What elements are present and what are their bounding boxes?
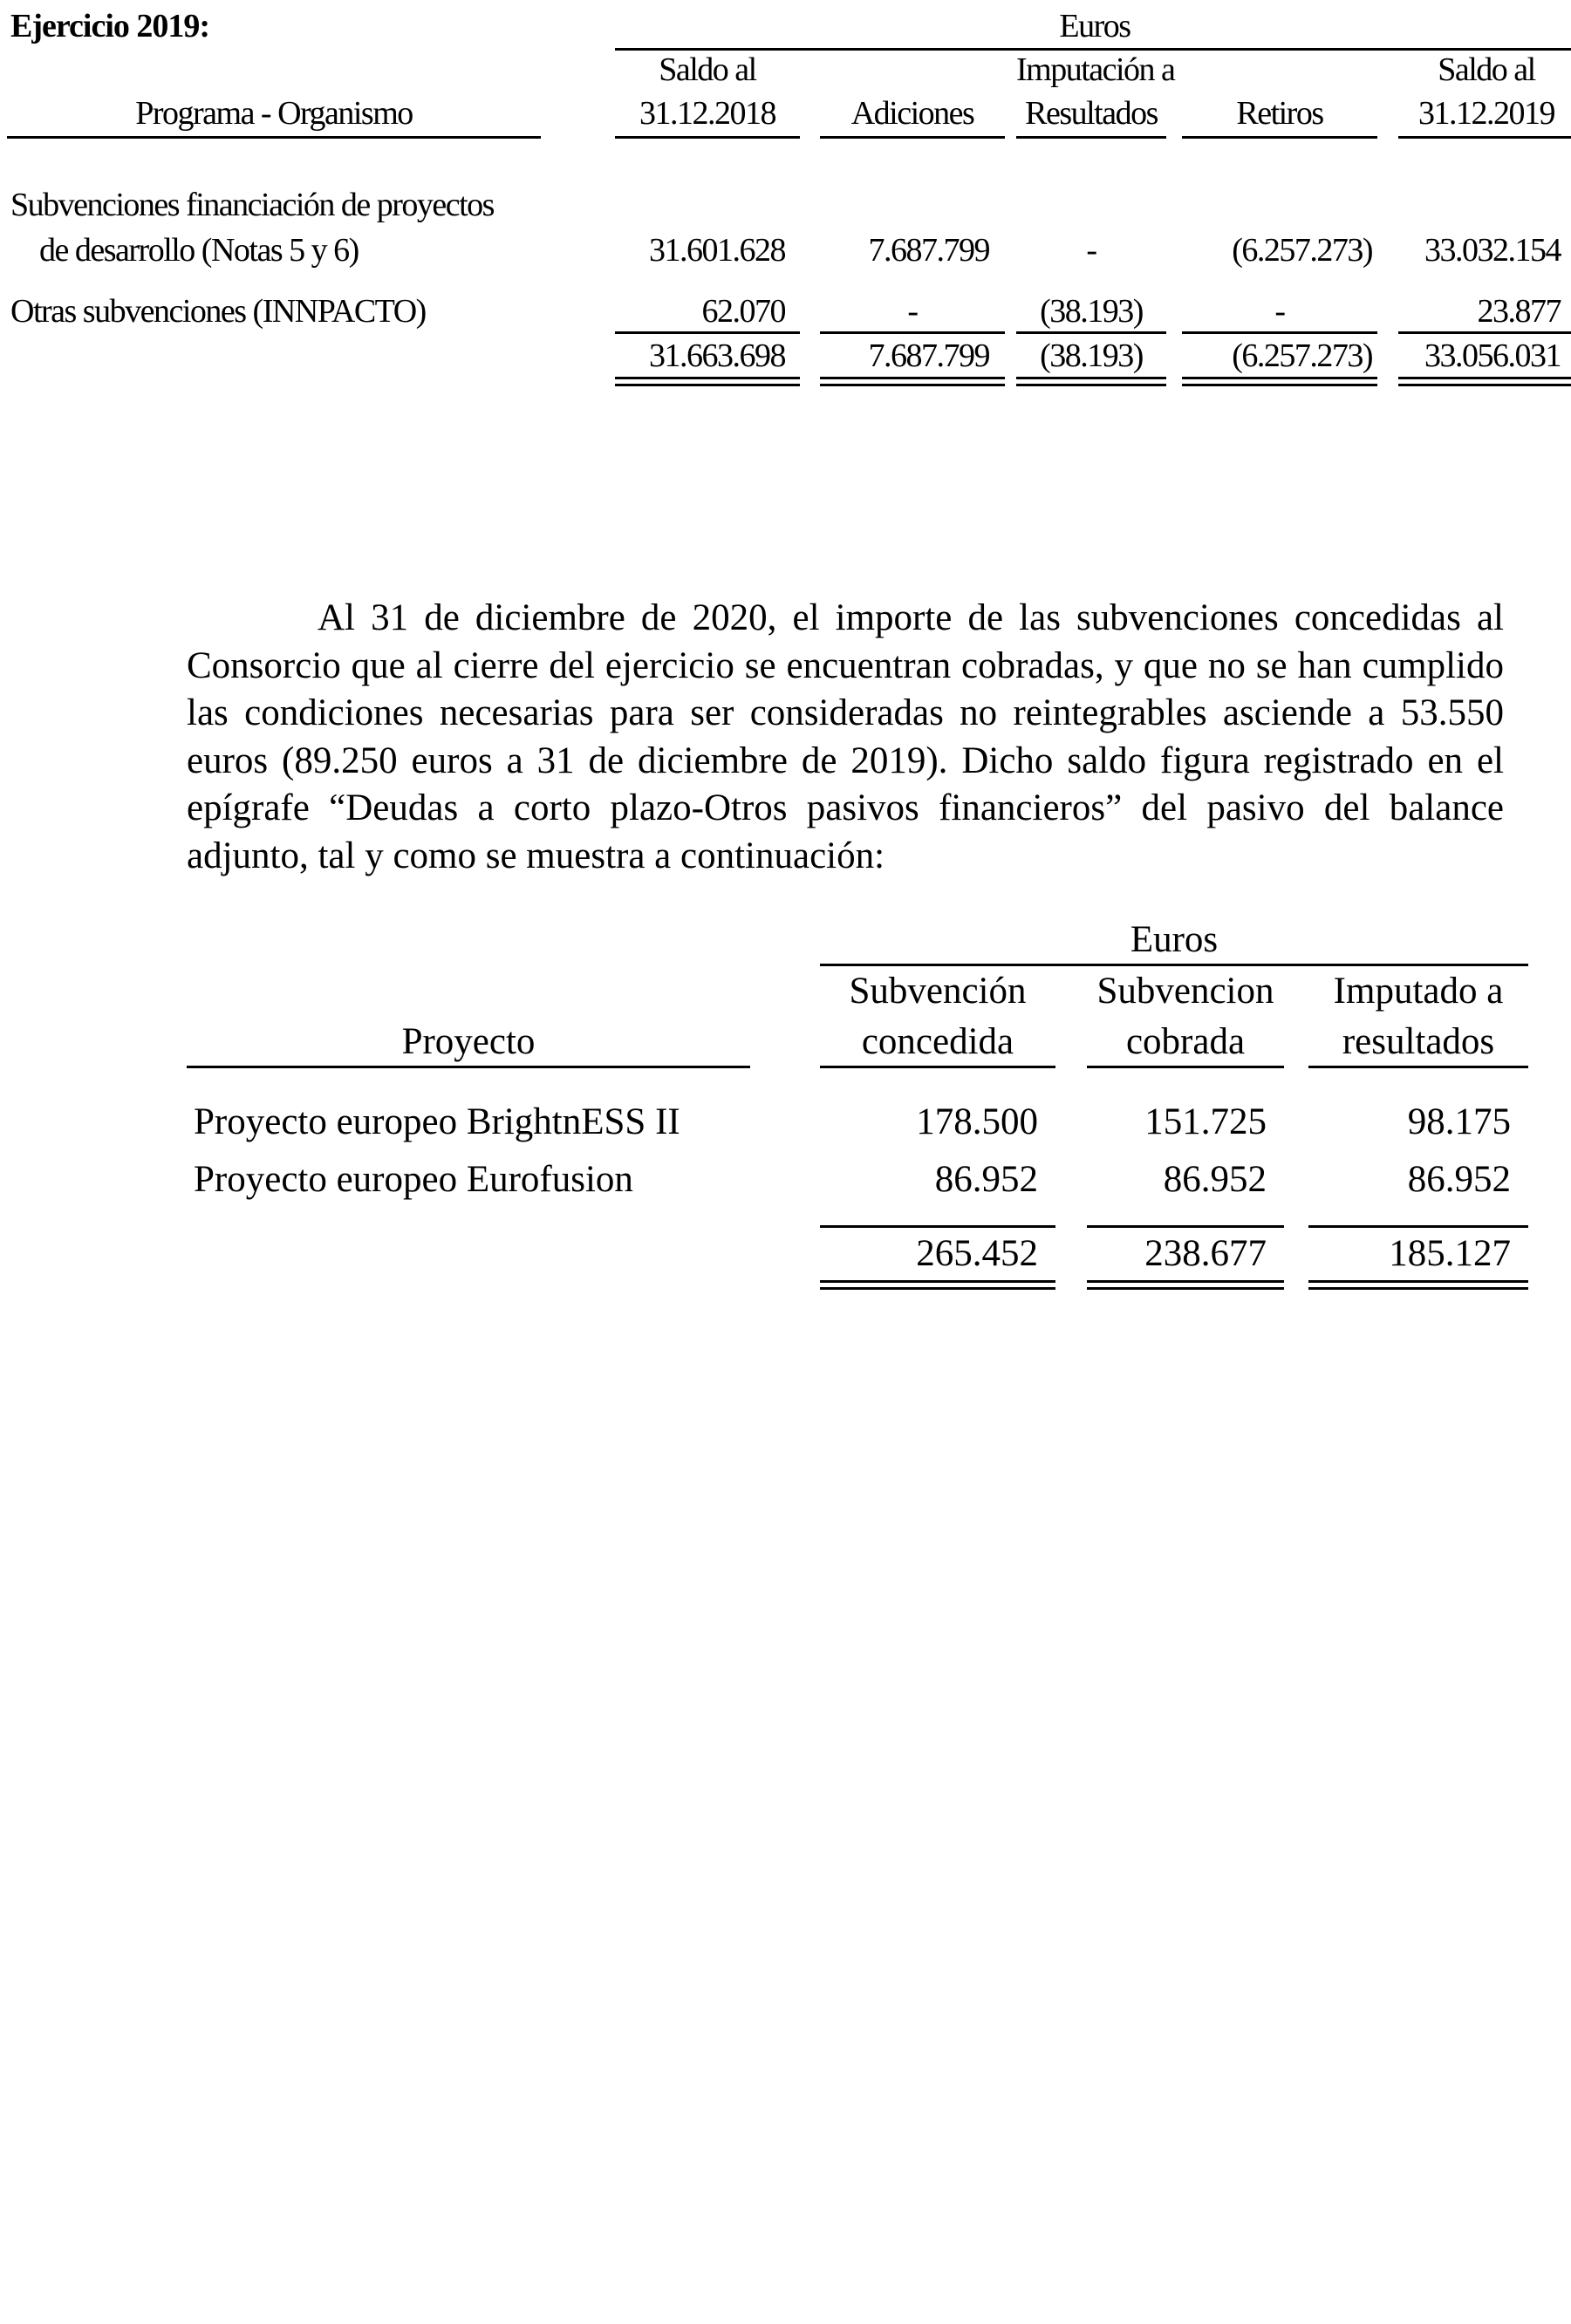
total-value: 31.663.698	[649, 337, 785, 374]
total-value: 238.677	[1144, 1233, 1267, 1274]
total-double-line	[1308, 1280, 1528, 1290]
header-concedida-line1: Subvención	[849, 971, 1027, 1012]
total-double-line	[820, 1280, 1055, 1290]
total-value: 265.452	[916, 1233, 1038, 1274]
header-underline	[820, 136, 1005, 139]
subtotal-line	[1308, 1225, 1528, 1228]
header-underline	[820, 1066, 1055, 1068]
header-saldo-2019-line1: Saldo al	[1438, 51, 1535, 88]
subtotal-line	[1016, 331, 1166, 334]
table2-currency-underline	[820, 964, 1528, 966]
header-cobrada-line2: cobrada	[1125, 1021, 1246, 1062]
subtotal-line	[1182, 331, 1377, 334]
header-imputacion-line1: Imputación a	[1016, 51, 1175, 88]
cell-value: (6.257.273)	[1232, 232, 1372, 269]
row-label: Proyecto europeo Eurofusion	[194, 1159, 633, 1200]
cell-value: 31.601.628	[649, 232, 785, 269]
total-value: 33.056.031	[1424, 337, 1561, 374]
cell-value: 33.032.154	[1424, 232, 1561, 269]
table1-title: Ejercicio 2019:	[10, 8, 210, 44]
subtotal-line	[820, 1225, 1055, 1228]
header-imputacion-line2: Resultados	[1025, 95, 1158, 132]
subtotal-line	[1398, 331, 1571, 334]
cell-value: -	[1086, 232, 1096, 269]
total-double-line	[1016, 377, 1166, 386]
body-paragraph	[187, 595, 1504, 880]
table1-currency-header: Euros	[1059, 8, 1130, 44]
header-imputado-line2: resultados	[1342, 1021, 1495, 1062]
total-double-line	[1182, 377, 1377, 386]
cell-value: 7.687.799	[868, 232, 989, 269]
cell-value: -	[907, 293, 918, 330]
cell-value: 23.877	[1477, 293, 1561, 330]
subtotal-line	[820, 331, 1005, 334]
subtotal-line	[615, 331, 800, 334]
header-retiros: Retiros	[1236, 95, 1323, 132]
total-value: (38.193)	[1040, 337, 1143, 374]
subtotal-line	[1087, 1225, 1284, 1228]
header-underline	[1182, 136, 1377, 139]
total-double-line	[1398, 377, 1571, 386]
cell-value: 86.952	[934, 1159, 1038, 1200]
row-label: de desarrollo (Notas 5 y 6)	[39, 232, 359, 269]
total-double-line	[820, 377, 1005, 386]
row-label: Otras subvenciones (INNPACTO)	[10, 293, 426, 330]
cell-value: 86.952	[1407, 1159, 1511, 1200]
header-project: Proyecto	[401, 1021, 536, 1062]
total-value: 7.687.799	[868, 337, 989, 374]
header-adiciones: Adiciones	[850, 95, 974, 132]
header-imputado-line1: Imputado a	[1333, 971, 1504, 1012]
cell-value: (38.193)	[1040, 293, 1143, 330]
header-concedida-line2: concedida	[861, 1021, 1014, 1062]
paragraph-text: Al 31 de diciembre de 2020, el importe de las subvenciones concedidas al Consorcio que al cierre del ejercicio se encuentran cobradas, y que no se han cumplido las condiciones necesarias para ser consideradas no reintegrables asciende a 53.550 euros (89.250 euros a 31 de diciembre de 2019). Dicho saldo figura registrado en el epígrafe “Deudas a corto plazo-Otros pasivos financieros” del pasivo del balance adjunto, tal y como se muestra a continuación:	[187, 597, 1504, 876]
total-value: 185.127	[1389, 1233, 1511, 1274]
cell-value: 62.070	[701, 293, 785, 330]
header-underline	[1308, 1066, 1528, 1068]
total-double-line	[1087, 1280, 1284, 1290]
header-saldo-2018-line1: Saldo al	[659, 51, 756, 88]
header-underline	[615, 136, 800, 139]
header-underline	[187, 1066, 750, 1068]
row-label: Subvenciones financiación de proyectos	[10, 187, 494, 223]
total-double-line	[615, 377, 800, 386]
table2-currency-header: Euros	[1130, 919, 1219, 960]
cell-value: -	[1274, 293, 1285, 330]
header-underline	[7, 136, 541, 139]
header-underline	[1398, 136, 1571, 139]
header-underline	[1087, 1066, 1284, 1068]
row-label: Proyecto europeo BrightnESS II	[194, 1101, 680, 1142]
header-saldo-2019-line2: 31.12.2019	[1418, 95, 1554, 132]
cell-value: 98.175	[1407, 1101, 1511, 1142]
header-cobrada-line1: Subvencion	[1096, 971, 1274, 1012]
cell-value: 151.725	[1144, 1101, 1267, 1142]
header-program: Programa - Organismo	[135, 95, 413, 132]
cell-value: 86.952	[1163, 1159, 1267, 1200]
cell-value: 178.500	[916, 1101, 1038, 1142]
header-saldo-2018-line2: 31.12.2018	[639, 95, 775, 132]
total-value: (6.257.273)	[1232, 337, 1372, 374]
header-underline	[1016, 136, 1166, 139]
